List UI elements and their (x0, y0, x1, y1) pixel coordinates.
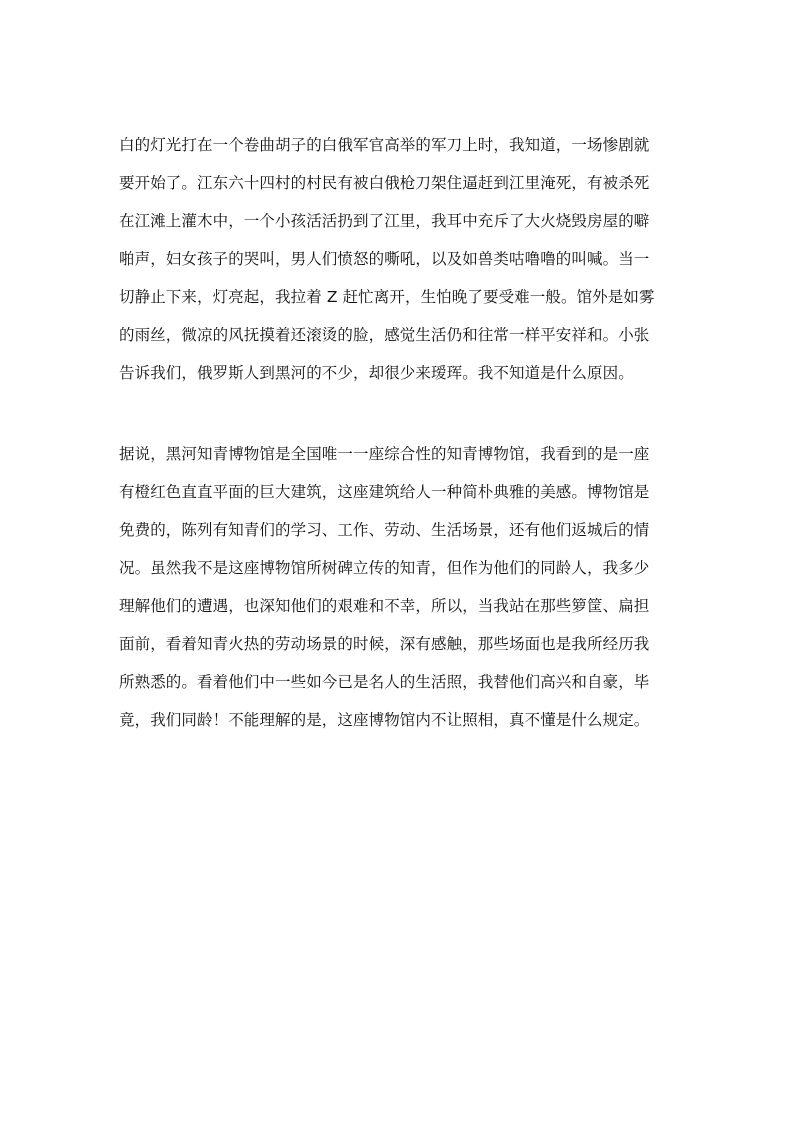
paragraph-line: 理解他们的遭遇，也深知他们的艰难和不幸，所以，当我站在那些箩筐、扁担 (119, 597, 650, 615)
paragraph-line: 告诉我们，俄罗斯人到黑河的不少，却很少来瑷珲。我不知道是什么原因。 (119, 364, 634, 382)
paragraph-line: 据说，黑河知青博物馆是全国唯一一座综合性的知青博物馆，我看到的是一座 (119, 445, 650, 463)
paragraph-line: 面前，看着知青火热的劳动场景的时候，深有感触，那些场面也是我所经历我 (119, 635, 650, 653)
paragraph-line: 免费的，陈列有知青们的学习、工作、劳动、生活场景，还有他们返城后的情 (119, 521, 650, 539)
paragraph-line: 白的灯光打在一个卷曲胡子的白俄军官高举的军刀上时，我知道，一场惨剧就 (119, 136, 650, 154)
paragraph-line: 竟，我们同龄！不能理解的是，这座博物馆内不让照相，真不懂是什么规定。 (119, 711, 650, 729)
paragraph-2 (119, 435, 679, 739)
paragraph-line: 要开始了。江东六十四村的村民有被白俄枪刀架住逼赶到江里淹死，有被杀死 (119, 174, 650, 192)
paragraph-line: 啪声，妇女孩子的哭叫，男人们愤怒的嘶吼，以及如兽类咕噜噜的叫喊。当一 (119, 250, 650, 268)
paragraph-line: 切静止下来，灯亮起，我拉着 Z 赶忙离开，生怕晚了要受难一般。馆外是如雾 (119, 288, 655, 306)
paragraph-line: 有橙红色直直平面的巨大建筑，这座建筑给人一种简朴典雅的美感。博物馆是 (119, 483, 650, 501)
paragraph-line: 所熟悉的。看着他们中一些如今已是名人的生活照，我替他们高兴和自豪，毕 (119, 673, 650, 691)
paragraph-1 (119, 126, 679, 392)
paragraph-line: 况。虽然我不是这座博物馆所树碑立传的知青，但作为他们的同龄人，我多少 (119, 559, 650, 577)
paragraph-line: 的雨丝，微凉的风抚摸着还滚烫的脸，感觉生活仍和往常一样平安祥和。小张 (119, 326, 650, 344)
paragraph-line: 在江滩上灌木中，一个小孩活活扔到了江里，我耳中充斥了大火烧毁房屋的噼 (119, 212, 650, 230)
